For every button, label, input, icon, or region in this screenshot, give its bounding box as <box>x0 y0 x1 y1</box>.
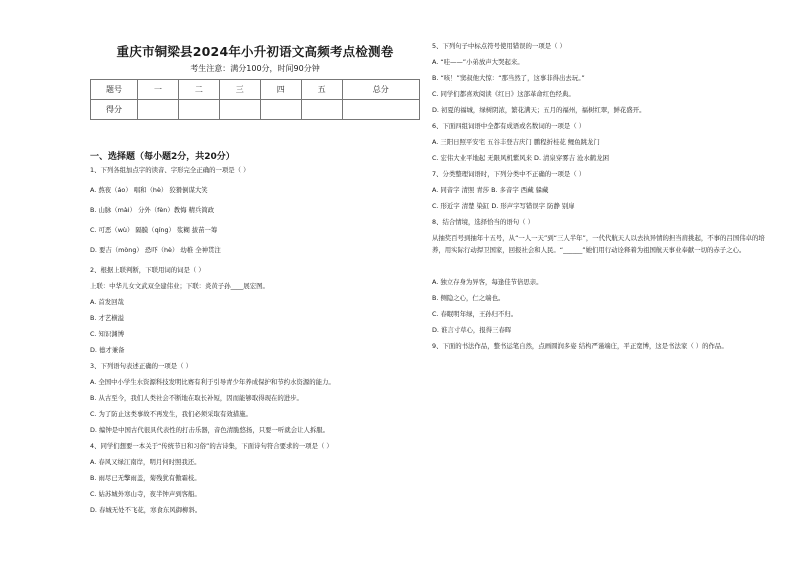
option-line: C. 宏伟大业平地起 无限风机紫风来 D. 清泉穿雾吉 沧水鹤龙困 <box>432 154 609 162</box>
option-line: C. 同学们都喜欢阅读《红日》这部革命红色经典。 <box>432 90 575 98</box>
score-input-cell[interactable] <box>260 100 301 120</box>
option-line: A. “哇——”小弟放声大哭起来。 <box>432 58 524 66</box>
option-line: A. 三阳日照平安宅 五谷丰登吉庆门 鹏程折桂花 鲤鱼跳龙门 <box>432 138 600 146</box>
score-header-cell: 题号 <box>91 80 138 100</box>
question-line: 2、根据上联判断，下联用词的词是（ ） <box>90 266 205 274</box>
option-line: A. 熬夜（áo） 唱和（hè） 狡猾倒谋大笑 <box>90 186 208 194</box>
score-table-score-row <box>91 100 420 120</box>
score-input-cell[interactable] <box>138 100 179 120</box>
score-input-cell[interactable] <box>178 100 219 120</box>
question-line: 3、下列语句表述正确的一项是（ ） <box>90 362 192 370</box>
question-line: 9、下面的书法作品，整书运笔自然，点画圆润多姿 结构严谨端庄，平正宽博，这是书法家（ ）的作品。 <box>432 342 728 350</box>
option-line: D. 春城无处不飞花，寒食东风御柳斜。 <box>90 506 202 514</box>
score-input-cell[interactable] <box>301 100 342 120</box>
option-line: A. 全国中小学生水资源科技发明比赛有利于引导青少年养成保护和节约水资源的能力。 <box>90 378 335 386</box>
question-line: 1、下列各组加点字的读音、字形完全正确的一项是（ ） <box>90 166 250 174</box>
score-input-cell[interactable] <box>342 100 419 120</box>
question-line: 上联：中华儿女文武双全建伟业；下联：炎黄子孙____展宏图。 <box>90 282 269 290</box>
score-header-cell: 五 <box>301 80 342 100</box>
option-line: C. 为了防止这类事故不再发生，我们必须采取有效措施。 <box>90 410 252 418</box>
score-header-cell: 总分 <box>342 80 419 100</box>
option-line: B. 侧隐之心，仁之端也。 <box>432 294 505 302</box>
option-line: B. “咳！”窦叔他大惊：“那当然了，这事非得出去玩。” <box>432 74 585 82</box>
option-line: D. 编钟是中国古代很具代表性的打击乐器，音色清脆悠扬，只要一听就会让人拆服。 <box>90 426 330 434</box>
option-line: B. 山脉（mài） 分外（fèn）教悔 精兵简政 <box>90 206 215 214</box>
question-line: 7、分类整理词语时，下列分类中不正确的一项是（ ） <box>432 170 586 178</box>
exam-notice: 考生注意：满分100分，时间90分钟 <box>190 64 320 73</box>
score-header-cell: 二 <box>178 80 219 100</box>
option-line: A. 同音字 清照 青莎 B. 多音字 西藏 躲藏 <box>432 186 549 194</box>
score-table-header-row <box>91 80 420 100</box>
option-line: C. 形近字 清楚 染缸 D. 形声字写错误字 防静 别扉 <box>432 202 575 210</box>
section-heading: 一、选择题（每小题2分，共20分） <box>90 152 235 162</box>
option-line: A. 春风又绿江南岸，明月何时照我还。 <box>90 458 201 466</box>
option-line: A. 独立存身为异客，每逢佳节倍思亲。 <box>432 278 543 286</box>
score-header-cell: 四 <box>260 80 301 100</box>
passage-paragraph: 从抽奖百号到抽年十五号，从“一人一天”到“三人半年”，一代代航天人以去执异情的担当肩挑起，不事的吕国伟卓的培养，用实际行动捍卫国家，回报社会和人民。“______”她们用行动诠释着为祖国航天事业奉献一切的赤子之心。 <box>432 234 765 254</box>
score-header-cell: 一 <box>138 80 179 100</box>
option-line: C. 姑苏城外寒山寺，夜半钟声到客船。 <box>90 490 201 498</box>
option-line: D. 德才兼备 <box>90 346 125 354</box>
option-line: B. 雨尽已无擎雨盖，菊残犹有傲霜枝。 <box>90 474 201 482</box>
score-table <box>90 79 420 120</box>
option-line: C. 知识渊博 <box>90 330 125 338</box>
score-header-cell: 三 <box>219 80 260 100</box>
option-line: B. 才艺横溢 <box>90 314 125 322</box>
question-line: 4、同学们想要一本关于“传统节日和习俗”的古诗集，下面诗句符合要求的一项是（ ） <box>90 442 333 450</box>
option-line: A. 首发回哉 <box>90 298 124 306</box>
option-line: D. 要吉（mòng） 恐吓（hè） 幼稚 全神贯注 <box>90 246 221 254</box>
question-line: 8、结合情境，选择恰当的语句（ ） <box>432 218 534 226</box>
option-line: C. 可恶（wù） 隔膜（qíng） 浆糊 拔苗一筹 <box>90 226 218 234</box>
score-row-label: 得分 <box>91 100 138 120</box>
score-input-cell[interactable] <box>219 100 260 120</box>
exam-title: 重庆市铜梁县2024年小升初语文高频考点检测卷 <box>116 44 394 59</box>
question-line: 5、下列句子中标点符号使用错误的一项是（ ） <box>432 42 566 50</box>
option-line: D. 初夏的福城，绿树阴浓，繁花满天；五月的福州，福树红翠，鲜花盛开。 <box>432 106 646 114</box>
question-line: 6、下面四组词语中全都有成语或名数词的一项是（ ） <box>432 122 586 130</box>
option-line: C. 春眠明年绿，王孙归不归。 <box>432 310 518 318</box>
option-line: D. 谁言寸草心，报得三春晖 <box>432 326 512 334</box>
option-line: B. 从古至今，我们人类社会不断地在取长补短，因而能够取得现在的进步。 <box>90 394 303 402</box>
